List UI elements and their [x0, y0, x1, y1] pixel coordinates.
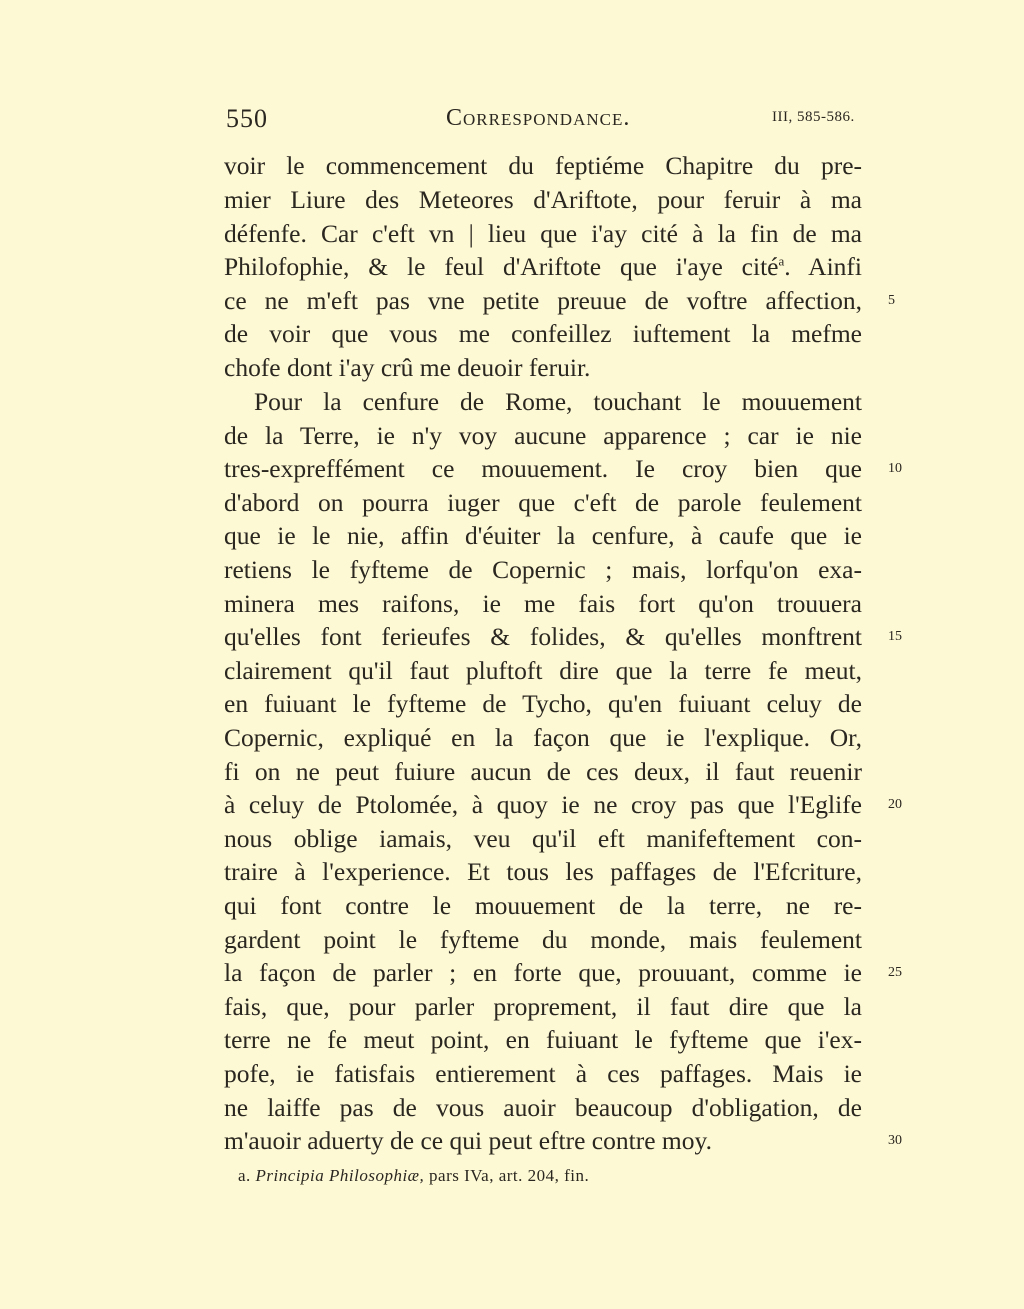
text-line-tail: . Ainfi: [784, 252, 863, 281]
text-line: m'auoir aduerty de ce qui peut eftre contre moy.: [224, 1126, 712, 1155]
footnote-title: Principia Philosophiæ,: [255, 1166, 425, 1185]
text-line: mier Liure des Meteores d'Ariftote, pour feruir à ma: [224, 185, 862, 214]
text-line: qui font contre le mouuement de la terre, ne re-: [224, 891, 862, 920]
text-line: ce ne m'eft pas vne petite preuue de voftre affection,: [224, 286, 862, 315]
volume-reference: III, 585-586.: [772, 109, 855, 125]
text-line: ne laiffe pas de vous auoir beaucoup d'obligation, de: [224, 1093, 862, 1122]
text-line: traire à l'experience. Et tous les paffages de l'Efcriture,: [224, 857, 862, 886]
text-line: la façon de parler ; en forte que, prouuant, comme ie: [224, 958, 862, 987]
text-line: [224, 250, 862, 284]
text-line: pofe, ie fatisfais entierement à ces paffages. Mais ie: [224, 1059, 862, 1088]
text-line: en fuiuant le fyfteme de Tycho, qu'en fuiuant celuy de: [224, 689, 862, 718]
footnote: [238, 1166, 589, 1186]
line-number: 30: [888, 1133, 902, 1148]
text-line: gardent point le fyfteme du monde, mais feulement: [224, 925, 862, 954]
running-title: Correspondance.: [446, 105, 631, 131]
text-line: que ie le nie, affin d'éuiter la cenfure, à caufe que ie: [224, 521, 862, 550]
text-line: fais, que, pour parler proprement, il faut dire que la: [224, 992, 862, 1021]
text-line: d'abord on pourra iuger que c'eft de parole feulement: [224, 488, 862, 517]
text-line: terre ne fe meut point, en fuiuant le fyfteme que i'ex-: [224, 1025, 862, 1054]
page-number: 550: [226, 104, 268, 133]
line-number: 25: [888, 965, 902, 980]
text-line: de la Terre, ie n'y voy aucune apparence ; car ie nie: [224, 421, 862, 450]
line-number: 10: [888, 461, 902, 476]
footnote-reference: pars IVa, art. 204, fin.: [429, 1166, 590, 1185]
text-line: nous oblige iamais, veu qu'il eft manifeftement con-: [224, 824, 862, 853]
line-number: 15: [888, 629, 902, 644]
text-line: tres-expreffément ce mouuement. Ie croy bien que: [224, 454, 862, 483]
footnote-marker: a: [778, 253, 785, 269]
text-line: minera mes raifons, ie me fais fort qu'on trouuera: [224, 589, 862, 618]
line-number: 5: [888, 293, 895, 308]
text-line: chofe dont i'ay crû me deuoir feruir.: [224, 353, 591, 382]
line-number: 20: [888, 797, 902, 812]
text-line: retiens le fyfteme de Copernic ; mais, lorfqu'on exa-: [224, 555, 862, 584]
text-line: à celuy de Ptolomée, à quoy ie ne croy pas que l'Eglife: [224, 790, 862, 819]
running-header: [0, 104, 1024, 138]
text-line: de voir que vous me confeillez iuftement la mefme: [224, 319, 862, 348]
text-line-head: Philofophie, & le feul d'Ariftote que i'aye cité: [224, 252, 779, 281]
footnote-label: a.: [238, 1166, 251, 1185]
text-line: Copernic, expliqué en la façon que ie l'explique. Or,: [224, 723, 862, 752]
text-line: Pour la cenfure de Rome, touchant le mouuement: [254, 387, 862, 416]
text-line: fi on ne peut fuiure aucun de ces deux, il faut reuenir: [224, 757, 862, 786]
text-line: défenfe. Car c'eft vn | lieu que i'ay cité à la fin de ma: [224, 219, 862, 248]
text-line: voir le commencement du feptiéme Chapitre du pre-: [224, 151, 862, 180]
text-line: clairement qu'il faut pluftoft dire que la terre fe meut,: [224, 656, 862, 685]
text-line: qu'elles font ferieufes & folides, & qu'elles monftrent: [224, 622, 862, 651]
